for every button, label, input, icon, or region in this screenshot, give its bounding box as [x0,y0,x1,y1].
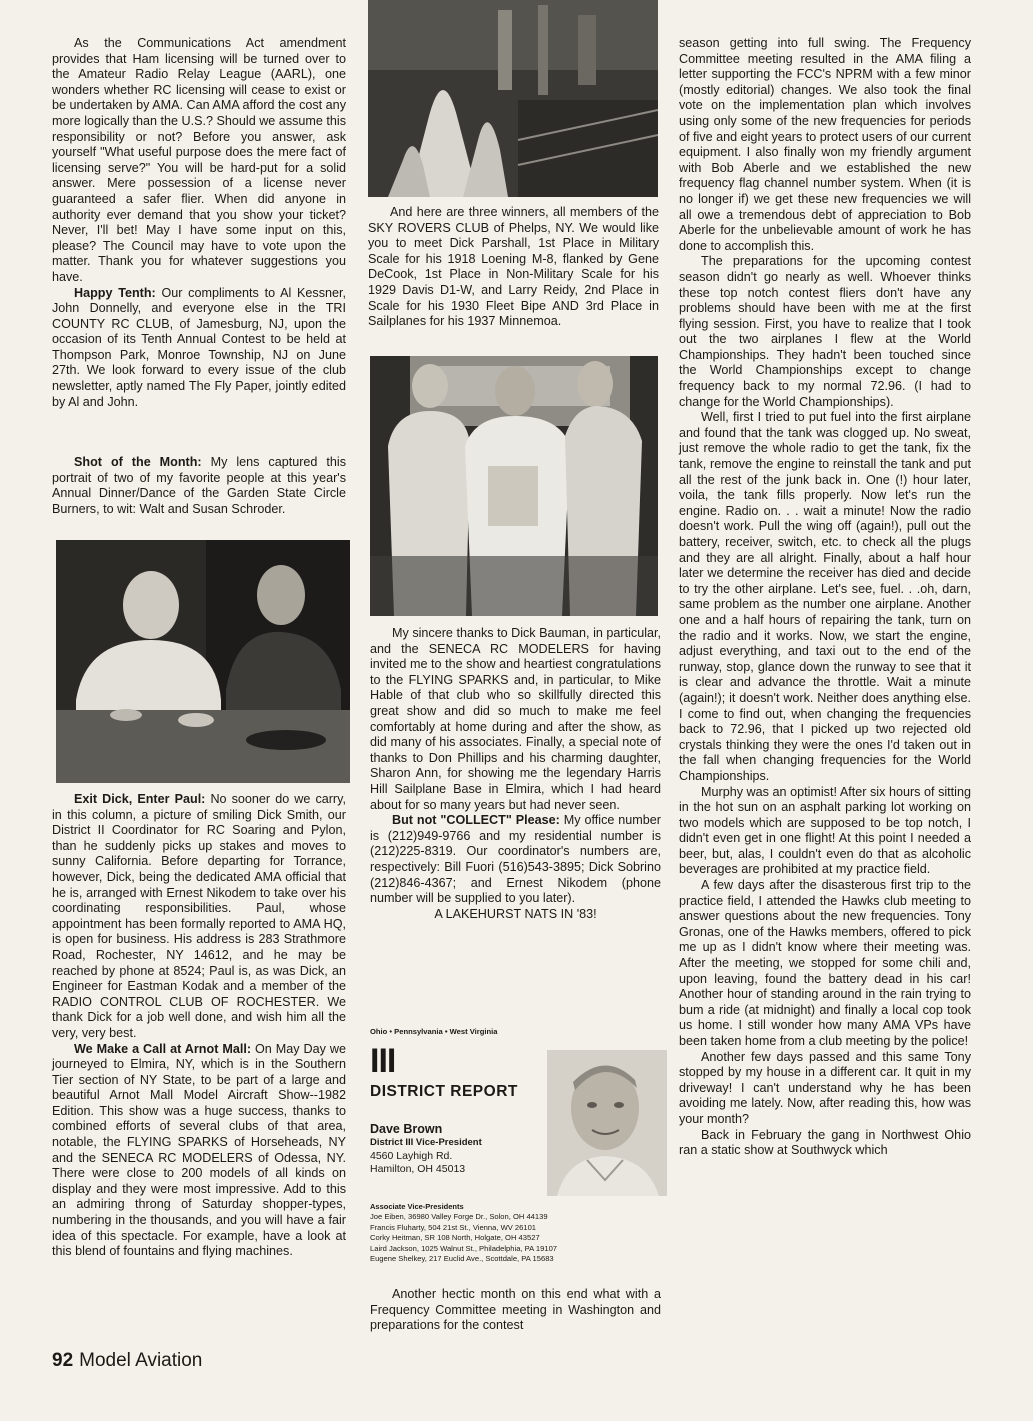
first-flight-paragraph: Well, first I tried to put fuel into the first airplane and found that the tank was clogged up. No sweat, just remove the whole radio to get the tank, fix the tank, remove the engine to reinstall the tank and put all the rest of the junk back in. One (!) hour later, voila, the tank fills properly. Now let's run the engine. Radio on. . . wait a minute! Now the radio doesn't work. Pull the wing off (again!), pull out the battery, receiver, switch, etc. to check all the plugs and they are all alright. Finally, about a half hour later we determine the receiver has died and decide to try the other airplane. Let's see, fuel. . .oh, darn, same problem as the number one airplane. Another one and a half hours of repairing the tank, turn on the radio and it works. Now, we start the engine, adjust everything, and taxi out to the end of the runway, stop, glance down the runway to see that it is clear and advance the throttle. Wait a minute (again!); it doesn't work. Neither does anything else. I come to find out, when changing the frequencies back to 72.96, that I picked up two rejected old crystals thinking they were the ones I'd taken out in the fall when changing frequencies for the World Championships. [679,410,971,783]
associate-vp-item: Corky Heitman, SR 108 North, Holgate, OH 43527 [370,1233,540,1242]
page-footer [52,1350,202,1372]
winners-caption-block [368,205,659,330]
exit-dick-heading: Exit Dick, Enter Paul: [74,792,206,806]
arnot-mall-paragraph [52,1042,346,1260]
district-title: DISTRICT REPORT [370,1083,518,1100]
collect-heading: But not "COLLECT" Please: [392,813,560,828]
vp-portrait-photo [547,1050,667,1196]
district-states: Ohio • Pennsylvania • West Virginia [370,1027,498,1036]
exit-dick-paragraph [52,792,346,1042]
winners-caption: And here are three winners, all members of the SKY ROVERS CLUB of Phelps, NY. We would like you to meet Dick Parshall, 1st Place in Military Scale for his 1918 Loening M-8, flanked by Gene DeCook, 1st Place in Non-Military Scale for his 1929 Davis D1-W, and Larry Reidy, 2nd Place in Scale for his 1930 Fleet Bipe AND 3rd Place in Sailplanes for his 1937 Minnemoa. [368,205,659,329]
happy-tenth-body: Our compliments to Al Kessner, John Donnelly, and everyone else in the TRI COUNTY RC CLUB, of Jamesburg, NJ, upon the occasion of its Tenth Annual Contest to be held at Thompson Park, Monroe Township, NJ on June 27th. We look forward to every issue of the club newsletter, aptly named The Fly Paper, jointly edited by Al and John. [52,285,347,409]
exit-dick-block [52,792,346,1260]
shot-of-month-body: My lens captured this portrait of two of my favorite people at this year's Annual Dinner/Dance of the Garden State Circle Burners, to wit: Walt and Susan Schroder. [52,455,346,516]
district-report-box [370,1022,665,1284]
column-right [679,36,971,1159]
associate-vps-heading: Associate Vice-Presidents [370,1202,464,1211]
thanks-paragraph: My sincere thanks to Dick Bauman, in particular, and the SENECA RC MODELERS for having invited me to the show and heartiest congratulations to the FLYING SPARKS and, in particular, to Mike Hable of that club who so skillfully directed this great show and did so much to make me feel comfortably at home during and after the show, as did many of his associates. Finally, a special note of thanks to Don Phillips and his charming daughter, Sharon Ann, for showing me the legendary Harris Hill Sailplane Base in Elmira, which I had heard about for so many years but had never seen. [370,626,661,812]
associate-vp-item: Eugene Shelkey, 217 Euclid Ave., Scottdale, PA 15683 [370,1254,554,1263]
associate-vps-list [370,1212,660,1265]
contest-prep-paragraph: The preparations for the upcoming contest season didn't go nearly as well. Whoever thinks these top notch contest fliers don't have any problems should have been with me at the first flying session. First, you have to realize that I took out the two airplanes I flew at the World Championships. They hadn't been touched since the World Championships except to change frequency back to my normal 72.96. (I had to change for the World Championships). [679,254,971,409]
southwyck-paragraph: Back in February the gang in Northwest Ohio ran a static show at Southwyck which [679,1127,971,1158]
hawks-club-paragraph: A few days after the disasterous first trip to the practice field, I attended the Hawks club meeting to answer questions about the new frequencies. Tony Gronas, one of the Hawks members, offered to pick me up as I didn't know where their meeting was. After the meeting, we stopped for some chili and, upon leaving, found the battery dead in his car! Another hour of standing around in the rain trying to bum a ride (at midnight) and finally a local cop took us home. I still wonder how many AMA VPs have been taken home from a club meeting by the police! [679,878,971,1048]
signoff-line: A LAKEHURST NATS IN '83! [434,906,597,921]
associate-vp-item: Francis Fluharty, 504 21st St., Vienna, WV 26101 [370,1222,537,1232]
district-number: III [370,1042,396,1080]
frequency-committee-paragraph: season getting into full swing. The Frequency Committee meeting resulted in the AMA filing a letter supporting the FCC's NPRM with a few minor (mostly editorial) changes. We also took the final vote on the implementation plan which involves using only some of the new frequencies for periods of five and eight years to protect users of our current equipment. I also finally won my friendly argument with Bob Aberle and we established the new frequency flag channel number system. When (it is no longer if) we get these new frequencies we will all owe a tremendous debt of appreciation to Bob Aberle for the unbelievable amount of work he has done to accomplish this. [679,36,971,253]
column-middle-text [370,626,661,922]
associate-vp-item: Joe Eiben, 36980 Valley Forge Dr., Solon, OH 44139 [370,1212,548,1221]
magazine-name: Model Aviation [79,1350,203,1371]
column-left [52,36,346,410]
dinner-dance-photo [56,540,350,783]
three-winners-photo [370,356,658,616]
page-number: 92 [52,1350,74,1371]
arnot-mall-heading: We Make a Call at Arnot Mall: [74,1041,252,1056]
murphy-paragraph: Murphy was an optimist! After six hours of sitting in the hot sun on an asphalt parking lot working on two models which are supposed to be top notch, I didn't even get in one flight! At this point I needed a beer, but, alas, I couldn't even do that as alcoholic beverages are prohibited at my practice field. [679,784,971,877]
district-report-text-start [370,1287,661,1334]
associate-vp-item: Laird Jackson, 1025 Walnut St., Philadelphia, PA 19107 [370,1243,558,1253]
shot-of-month-heading: Shot of the Month: [74,455,202,469]
shot-of-month-block [52,455,346,517]
shot-of-month-paragraph [52,455,346,517]
hectic-month-paragraph: Another hectic month on this end what with a Frequency Committee meeting in Washington and preparations for the contest [370,1287,661,1333]
vp-address-line2: Hamilton, OH 45013 [370,1163,466,1175]
arnot-mall-body: On May Day we journeyed to Elmira, NY, which is in the Southern Tier section of NY State, to be part of a large and beautiful Arnot Mall Model Aircraft Show--1982 Edition. This show was a huge success, thanks to combined efforts of several clubs of that area, notable, the FLYING SPARKS of Horseheads, NY and the SENECA RC MODELERS of Odessa, NY. There were close to 200 models of all kinds on display and they were most impressive. Add to this an admiring throng of Saturday shopper-types, numbering in the thousands, and you will have a fair idea of this spectacle. For example, have a look at this blend of fountains and flying machines. [52,1041,346,1259]
happy-tenth-paragraph [52,286,346,411]
mall-fountain-photo [368,0,658,197]
vp-title: District III Vice-President [370,1137,482,1148]
licensing-paragraph: As the Communications Act amendment provides that Ham licensing will be turned over to the Amateur Radio Relay League (AARL), one wonders whether RC licensing will cease to exist or be undertaken by AMA. Can AMA afford the cost any more logically than the U.S.? Should we assume this responsibility or not? Before you answer, ask yourself "What useful purpose does the mere fact of licensing serve?" You will be hard-put for a solid answer. Mere possession of a license never guaranteed a safer flier. When did anyone in authority ever demand that you show your ticket? Never, I'll bet! May I have some input on this, please? The Council may have to vote upon the matter. Thank you for whatever suggestions you have. [52,36,347,284]
vp-address-line1: 4560 Layhigh Rd. [370,1150,453,1162]
tony-driveway-paragraph: Another few days passed and this same Tony stopped by my house in a different car. It quit in my driveway! I can't understand why he has been avoiding me lately. Now, after reading this, how was your month? [679,1049,971,1126]
exit-dick-body: No sooner do we carry, in this column, a picture of smiling Dick Smith, our District II Coordinator for RC Soaring and Pylon, than he suddenly picks up stakes and moves to sunny California. Before departing for Torrance, however, Dick, being the dedicated AMA official that he is, arranged with Ernest Nikodem to take over his coordinating responsibilities. Paul, whose appointment has been formally reported to AMA HQ, is open for business. His address is 283 Strathmore Road, Rochester, NY 14612, and he may be reached by phone at 8524; Paul is, as was Dick, an Engineer for Eastman Kodak and a member of the RADIO CONTROL CLUB OF ROCHESTER. We thank Dick for a job well done, and wish him all the very, very best. [52,792,346,1040]
vp-name: Dave Brown [370,1122,443,1136]
collect-body: My office number is (212)949-9766 and my residential number is (212)225-8319. Our coordinator's numbers are, respectively: Bill Fuori (516)543-3895; Dick Sobrino (212)846-4367; and Ernest Nikodem (phone number will be supplied to you later). [370,813,661,906]
happy-tenth-heading: Happy Tenth: [74,285,156,300]
collect-paragraph [370,813,661,907]
